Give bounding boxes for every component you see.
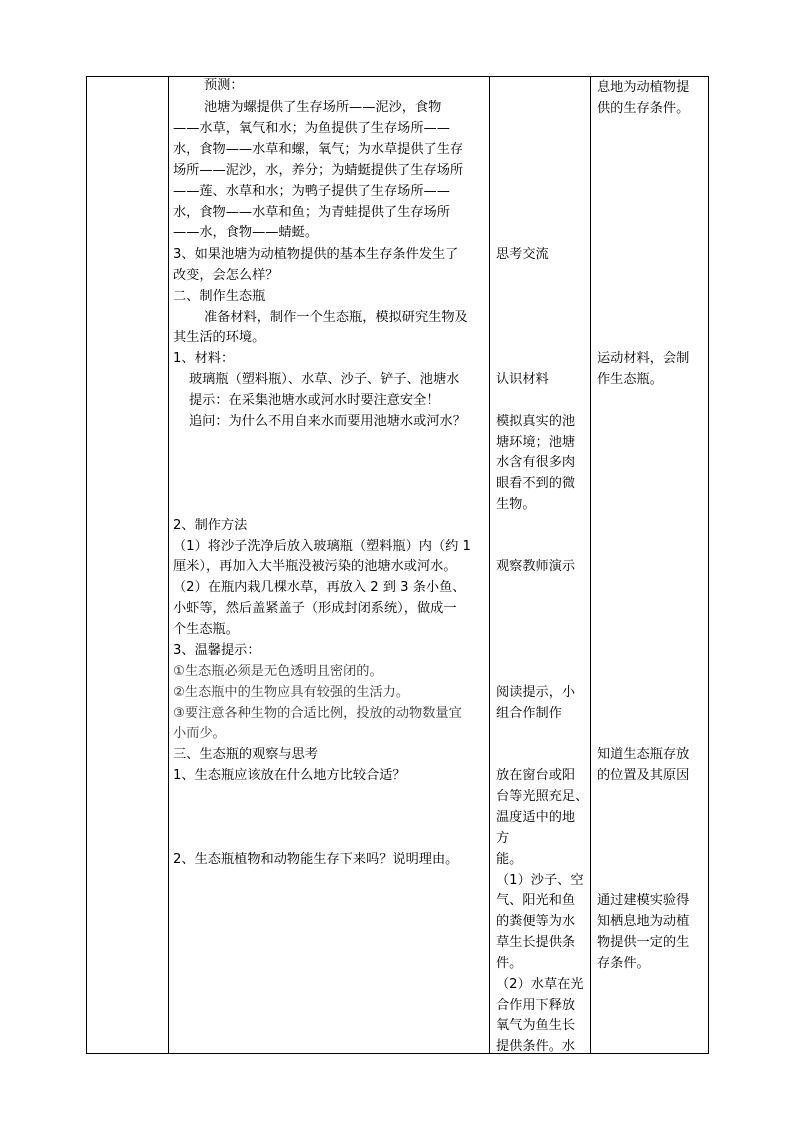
section-2-heading: 二、制作生态瓶 — [173, 289, 266, 304]
prediction-text-7: ——水，食物——蜻蜓。 — [173, 225, 319, 240]
activity-simulate-line: 生物。 — [496, 497, 536, 512]
activity-reason-line: 气、阳光和鱼 — [496, 893, 576, 908]
tip-3-line-2: 小而少。 — [173, 726, 226, 741]
goal-modeling-line-1: 通过建模实验得 — [597, 893, 690, 908]
goal-modeling-line-2: 知栖息地为动植 — [597, 914, 690, 929]
method-step-1-line-1: （1）将沙子洗净后放入玻璃瓶（塑料瓶）内（约 1 — [173, 539, 471, 554]
activity-read-tips-2: 组合作制作 — [496, 706, 562, 721]
activity-read-tips-1: 阅读提示，小 — [496, 685, 576, 700]
activity-reason-line: 氧气为鱼生长 — [496, 1018, 576, 1033]
activity-reason-line: 草生长提供条 — [496, 935, 576, 950]
activity-placement-line: 台等光照充足、 — [496, 789, 589, 804]
tip-3-line-1: ③要注意各种生物的合适比例，投放的动物数量宜 — [173, 706, 462, 721]
activity-placement-line: 放在窗台或阳 — [496, 768, 576, 783]
activity-simulate-line: 塘环境；池塘 — [496, 435, 576, 450]
activity-reason-line: 的粪便等为水 — [496, 914, 576, 929]
table-col-border-2 — [168, 76, 169, 1054]
table-col-border-3 — [489, 76, 490, 1054]
table-col-border-1 — [86, 76, 87, 1054]
table-col-border-5 — [708, 76, 709, 1054]
activity-reason-line: （2）水草在光 — [496, 977, 584, 992]
method-step-2-line-3: 个生态瓶。 — [173, 622, 239, 637]
prediction-label: 预测： — [204, 78, 244, 93]
activity-placement-line: 温度适中的地 — [496, 810, 576, 825]
activity-simulate-line: 模拟真实的池 — [496, 414, 576, 429]
question-survival: 2、生态瓶植物和动物能生存下来吗？说明理由。 — [173, 852, 459, 867]
question-placement: 1、生态瓶应该放在什么地方比较合适？ — [173, 768, 406, 783]
goal-make-bottle-line-1: 运动材料，会制 — [597, 351, 690, 366]
activity-placement-line: 方 — [496, 831, 510, 846]
prediction-text-6: 水，食物——水草和鱼；为青蛙提供了生存场所 — [173, 205, 450, 220]
method-step-1-line-2: 厘米），再加入大半瓶没被污染的池塘水或河水。 — [173, 559, 457, 574]
goal-make-bottle-line-2: 作生态瓶。 — [597, 372, 663, 387]
tip-1: ①生态瓶必须是无色透明且密闭的。 — [173, 664, 383, 679]
method-heading: 2、制作方法 — [173, 518, 248, 533]
activity-reason-line: （1）沙子、空 — [496, 873, 584, 888]
method-step-2-line-2: 小虾等，然后盖紧盖子（形成封闭系统），做成一 — [173, 601, 457, 616]
activity-reason-line: 件。 — [496, 956, 523, 971]
materials-heading: 1、材料： — [173, 351, 235, 366]
activity-simulate-line: 水含有很多肉 — [496, 455, 576, 470]
activity-simulate-line: 眼看不到的微 — [496, 476, 576, 491]
prediction-text-2: ——水草，氧气和水；为鱼提供了生存场所—— — [173, 121, 450, 136]
prediction-text-3: 水，食物——水草和螺，氧气；为水草提供了生存 — [173, 142, 464, 157]
question-3-line-2: 改变，会怎么样？ — [173, 268, 279, 283]
goal-habitat-line-1: 息地为动植物提 — [597, 80, 690, 95]
prediction-text-4: 场所——泥沙，水，养分；为蜻蜓提供了生存场所 — [173, 163, 464, 178]
goal-habitat-line-2: 供的生存条件。 — [597, 101, 690, 116]
activity-placement-line: 能。 — [496, 852, 523, 867]
section-3-heading: 三、生态瓶的观察与思考 — [173, 747, 319, 762]
method-step-2-line-1: （2）在瓶内栽几棵水草，再放入 2 到 3 条小鱼、 — [173, 580, 466, 595]
tip-2: ②生态瓶中的生物应具有较强的生活力。 — [173, 685, 410, 700]
activity-reason-line: 提供条件。水 — [496, 1039, 576, 1054]
activity-think-discuss: 思考交流 — [496, 247, 549, 262]
materials-followup: 追问：为什么不用自来水而要用池塘水或河水？ — [189, 414, 466, 429]
goal-modeling-line-4: 存条件。 — [597, 956, 650, 971]
prep-text-2: 其生活的环境。 — [173, 330, 266, 345]
prep-text-1: 准备材料，制作一个生态瓶，模拟研究生物及 — [204, 310, 468, 325]
goal-modeling-line-3: 物提供一定的生 — [597, 935, 690, 950]
tips-heading: 3、温馨提示： — [173, 643, 261, 658]
prediction-text-1: 池塘为螺提供了生存场所——泥沙，食物 — [204, 100, 442, 115]
activity-reason-line: 合作用下释放 — [496, 998, 576, 1013]
materials-tip: 提示：在采集池塘水或河水时要注意安全！ — [189, 393, 440, 408]
goal-placement-line-2: 的位置及其原因 — [597, 768, 690, 783]
question-3-line-1: 3、如果池塘为动植物提供的基本生存条件发生了 — [173, 247, 459, 262]
materials-list: 玻璃瓶（塑料瓶）、水草、沙子、铲子、池塘水 — [189, 372, 460, 387]
goal-placement-line-1: 知道生态瓶存放 — [597, 747, 690, 762]
activity-observe-demo: 观察教师演示 — [496, 559, 576, 574]
prediction-text-5: ——莲、水草和水；为鸭子提供了生存场所—— — [173, 184, 450, 199]
activity-identify-materials: 认识材料 — [496, 372, 549, 387]
table-col-border-4 — [590, 76, 591, 1054]
table-bottom-border — [86, 1053, 709, 1054]
